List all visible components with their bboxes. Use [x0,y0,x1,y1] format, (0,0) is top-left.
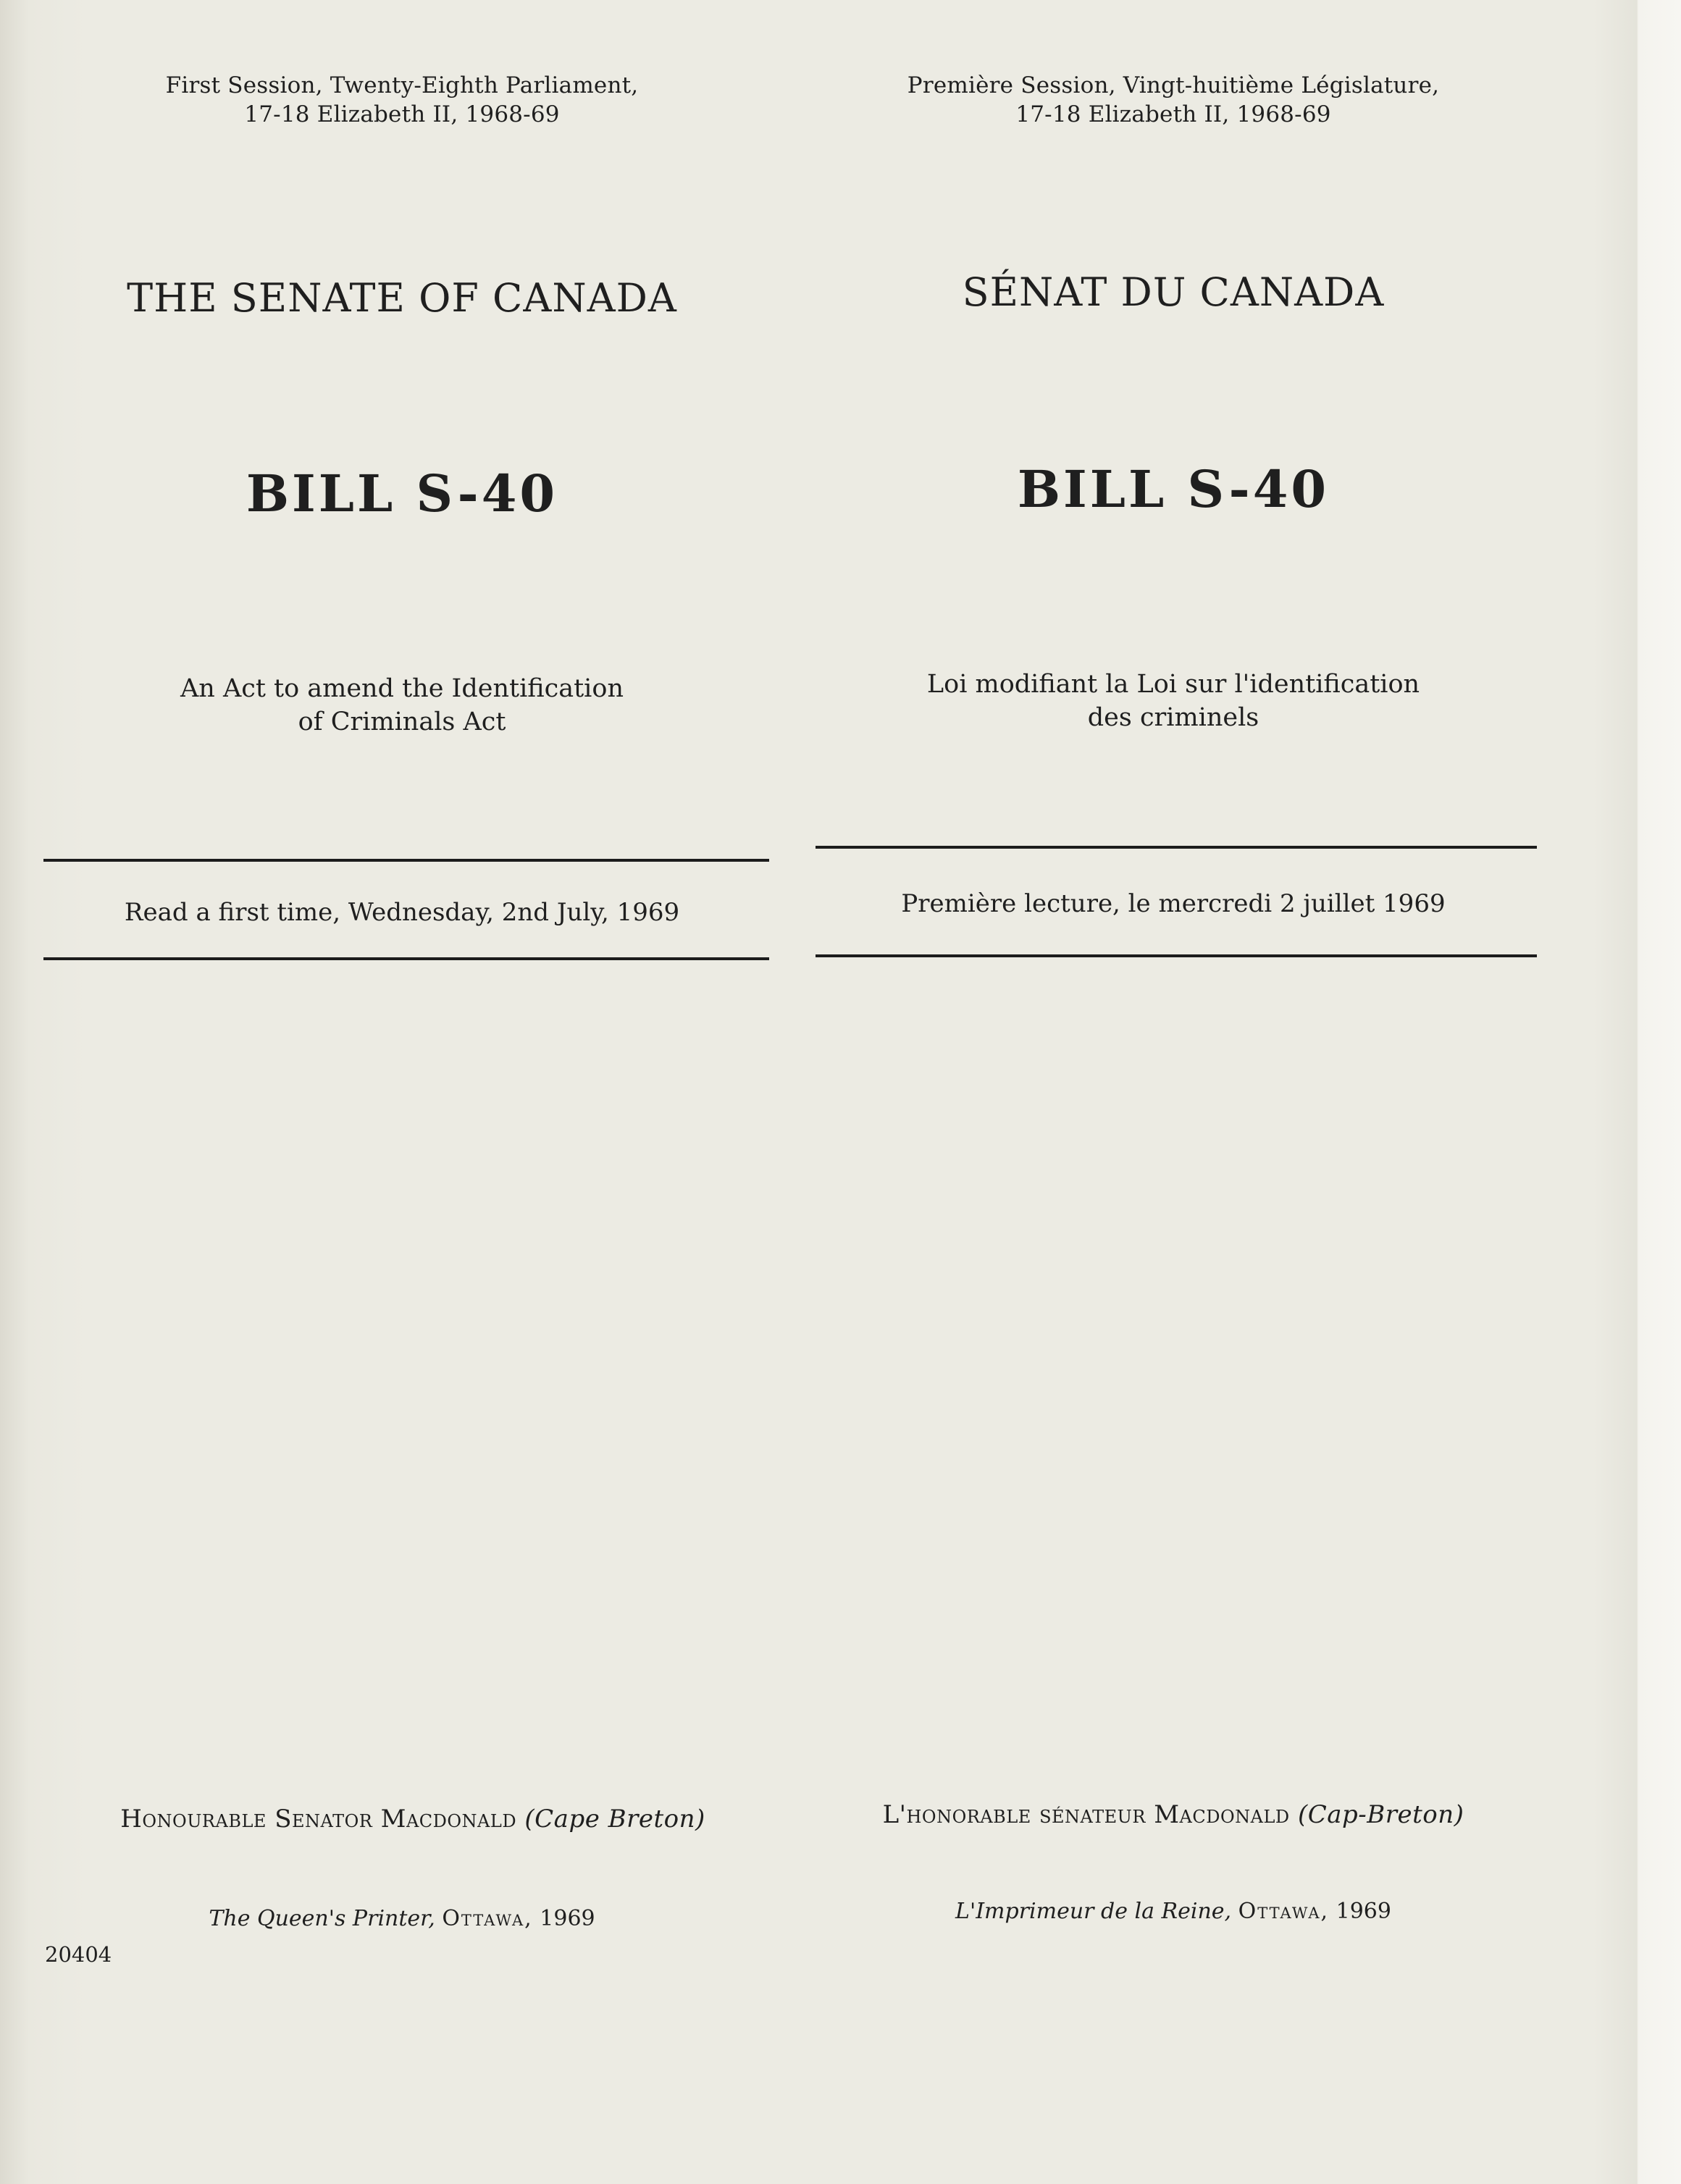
sponsor-place-en: (Cape Breton) [524,1805,705,1834]
session-line-1-en: First Session, Twenty-Eighth Parliament, [165,72,639,98]
act-title-en [40,672,764,739]
document-code: 20404 [45,1942,112,1967]
bill-number-fr: BILL S-40 [1017,459,1330,519]
rule-top-fr [816,846,1537,849]
session-line-2-fr: 17-18 Elizabeth II, 1968-69 [1015,101,1331,127]
printer-fr [811,1899,1535,1924]
act-line-1-en: An Act to amend the Identification [180,674,624,703]
printer-city-en: Ottawa, [442,1906,533,1931]
senate-title-en: THE SENATE OF CANADA [127,275,677,321]
act-line-2-en: of Criminals Act [298,707,506,736]
printer-year-en: 1969 [540,1906,595,1931]
printer-year-fr: 1969 [1336,1899,1391,1924]
session-line-2-en: 17-18 Elizabeth II, 1968-69 [244,101,560,127]
first-reading-en: Read a first time, Wednesday, 2nd July, 1969 [124,898,680,927]
act-line-1-fr: Loi modifiant la Loi sur l'identification [926,670,1420,699]
session-info-fr [811,71,1535,129]
act-title-fr [811,668,1535,734]
session-line-1-fr: Première Session, Vingt-huitième Législature, [907,72,1440,98]
printer-name-fr: L'Imprimeur de la Reine, [955,1899,1232,1924]
first-reading-fr: Première lecture, le mercredi 2 juillet 1969 [901,889,1446,918]
rule-top-en [43,859,769,862]
printer-en [40,1906,764,1931]
rule-bottom-en [43,957,769,960]
bill-number-en: BILL S-40 [246,463,558,524]
sponsor-en [51,1805,775,1834]
sponsor-title-fr: L'honorable sénateur Macdonald [882,1800,1290,1829]
printer-city-fr: Ottawa, [1238,1899,1330,1924]
act-line-2-fr: des criminels [1087,703,1259,732]
sponsor-fr [797,1800,1550,1829]
session-info-en [40,71,764,129]
rule-bottom-fr [816,954,1537,957]
senate-title-fr: SÉNAT DU CANADA [962,269,1385,315]
sponsor-title-en: Honourable Senator Macdonald [120,1805,517,1834]
printer-name-en: The Queen's Printer, [209,1906,435,1931]
sponsor-place-fr: (Cap-Breton) [1297,1800,1464,1829]
